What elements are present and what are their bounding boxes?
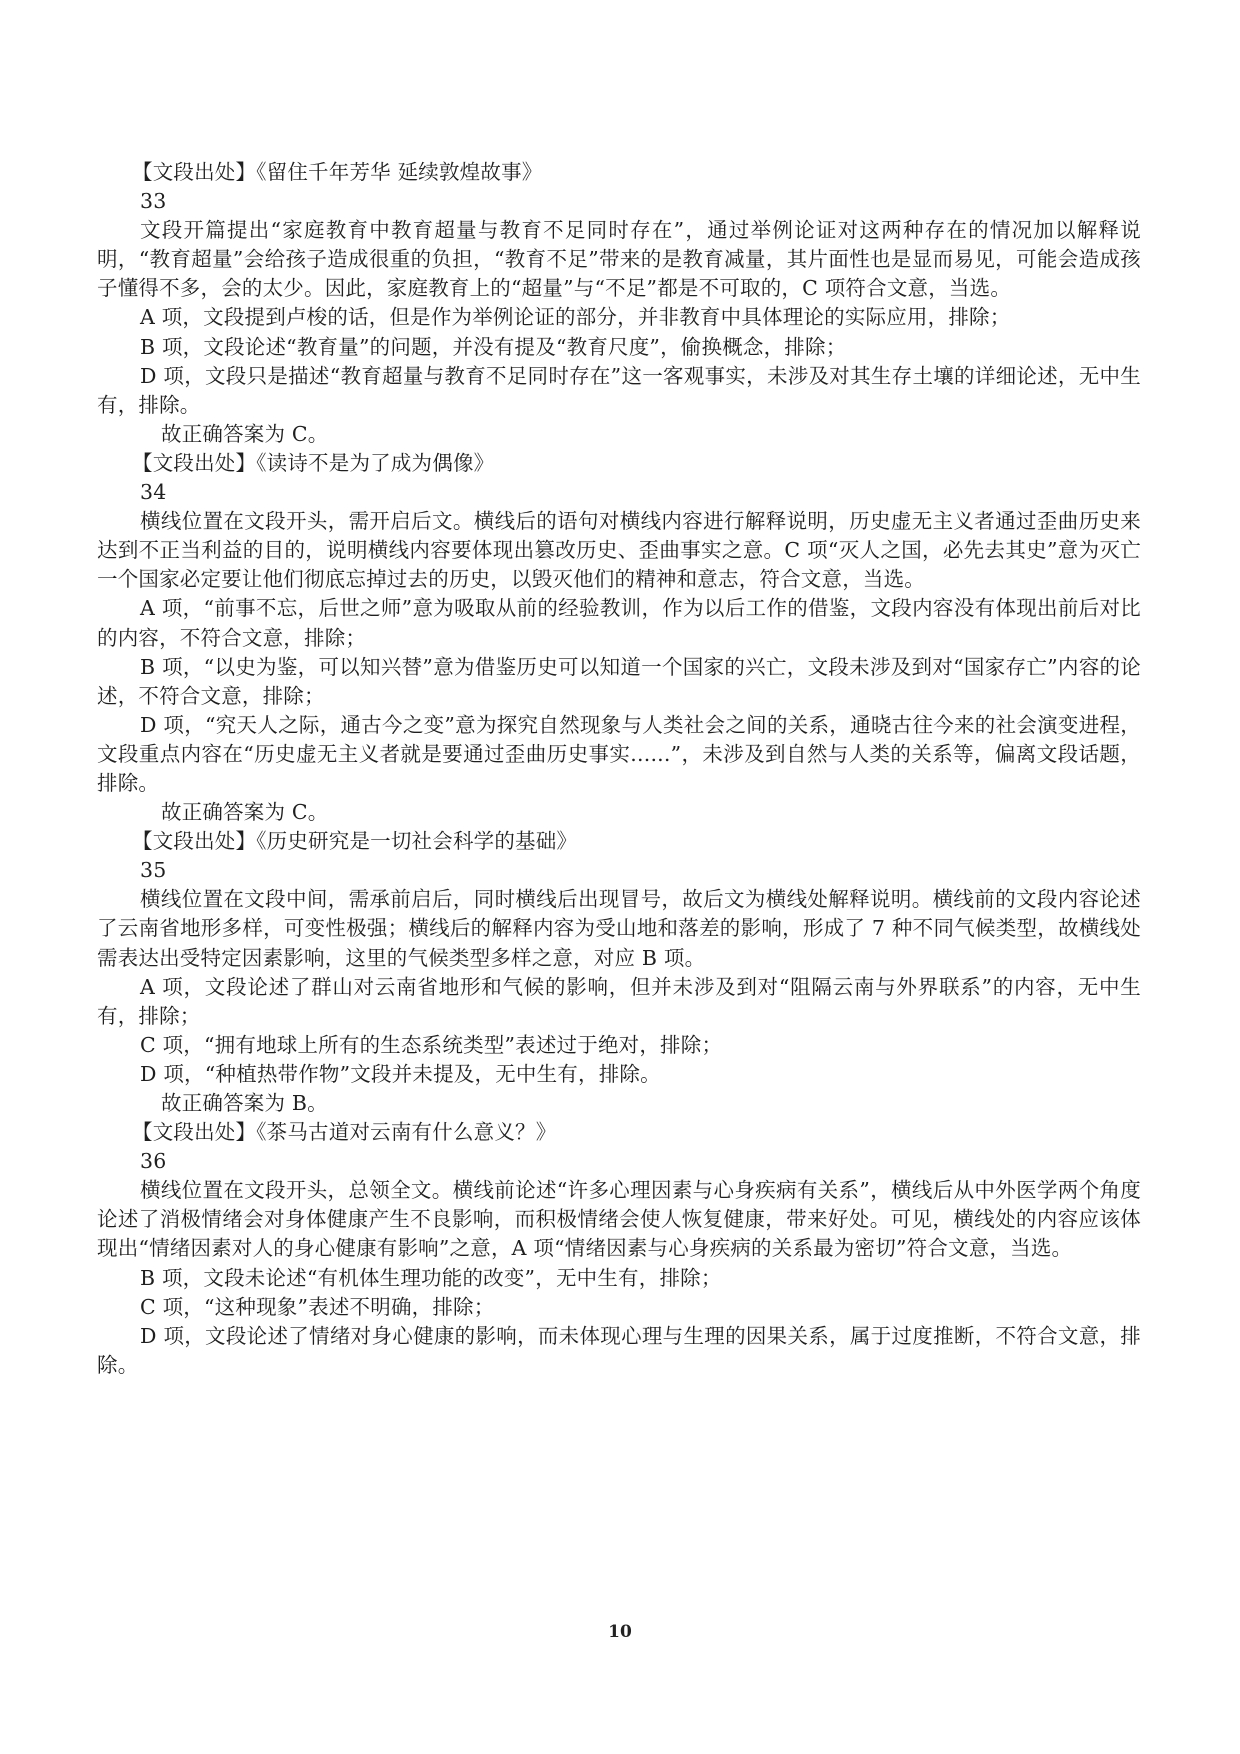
passage-source: 【文段出处】《历史研究是一切社会科学的基础》 [132,829,578,854]
question-number: 35 [140,858,167,883]
option-analysis-d: D 项，文段论述了情绪对身心健康的影响，而未体现心理与生理的因果关系，属于过度推断，不符合文意，排除。 [97,1323,1141,1377]
option-analysis-b: B 项，文段未论述“有机体生理功能的改变”，无中生有，排除； [140,1265,722,1290]
option-analysis-b: B 项，文段论述“教育量”的问题，并没有提及“教育尺度”，偷换概念，排除； [140,334,847,359]
passage-source: 【文段出处】《茶马古道对云南有什么意义？》 [132,1120,557,1145]
question-number: 36 [140,1149,167,1174]
option-analysis-c: C 项，“这种现象”表述不明确，排除； [140,1294,495,1319]
passage-source: 【文段出处】《读诗不是为了成为偶像》 [132,450,495,475]
explanation-paragraph: 横线位置在文段开头，总领全文。横线前论述“许多心理因素与心身疾病有关系”，横线后从中外医学两个角度论述了消极情绪会对身体健康产生不良影响，而积极情绪会使人恢复健康，带来好处。可见，横线处的内容应该体现出“情绪因素对人的身心健康有影响”之意，A 项“情绪因素与心身疾病的关系最为密切”符合文意，当选。 [97,1178,1141,1261]
explanation-paragraph: 横线位置在文段开头，需开启后文。横线后的语句对横线内容进行解释说明，历史虚无主义者通过歪曲历史来达到不正当利益的目的，说明横线内容要体现出篡改历史、歪曲事实之意。C 项“灭人之国，必先去其史”意为灭亡一个国家必定要让他们彻底忘掉过去的历史，以毁灭他们的精神和意志，符合文意，当选。 [97,509,1141,592]
option-analysis-d: D 项，“究天人之际，通古今之变”意为探究自然现象与人类社会之间的关系，通晓古往今来的社会演变进程，文段重点内容在“历史虚无主义者就是要通过歪曲历史事实......”，未涉及到自然与人类的关系等，偏离文段话题，排除。 [97,712,1141,795]
correct-answer: 故正确答案为 C。 [161,800,329,825]
option-analysis-b: B 项，“以史为鉴，可以知兴替”意为借鉴历史可以知道一个国家的兴亡，文段未涉及到对“国家存亡”内容的论述，不符合文意，排除； [97,654,1141,708]
option-analysis-a: A 项，文段论述了群山对云南省地形和气候的影响，但并未涉及到对“阻隔云南与外界联系”的内容，无中生有，排除； [97,974,1141,1028]
explanation-paragraph: 横线位置在文段中间，需承前启后，同时横线后出现冒号，故后文为横线处解释说明。横线前的文段内容论述了云南省地形多样，可变性极强；横线后的解释内容为受山地和落差的影响，形成了 7 种不同气候类型，故横线处需表达出受特定因素影响，这里的气候类型多样之意，对应 B 项。 [97,887,1141,970]
option-analysis-d: D 项，文段只是描述“教育超量与教育不足同时存在”这一客观事实，未涉及对其生存土壤的详细论述，无中生有，排除。 [97,363,1141,417]
explanation-paragraph: 文段开篇提出“家庭教育中教育超量与教育不足同时存在”，通过举例论证对这两种存在的情况加以解释说明，“教育超量”会给孩子造成很重的负担，“教育不足”带来的是教育减量，其片面性也是显而易见，可能会造成孩子懂得不多，会的太少。因此，家庭教育上的“超量”与“不足”都是不可取的，C 项符合文意，当选。 [97,218,1141,301]
option-analysis-c: C 项，“拥有地球上所有的生态系统类型”表述过于绝对，排除； [140,1032,723,1057]
question-number: 33 [140,189,167,214]
document-body [97,158,1141,1380]
option-analysis-a: A 项，文段提到卢梭的话，但是作为举例论证的部分，并非教育中具体理论的实际应用，排除； [140,305,1011,330]
option-analysis-d: D 项，“种植热带作物”文段并未提及，无中生有，排除。 [140,1061,661,1086]
page-number: 10 [608,1622,632,1642]
question-number: 34 [140,480,167,505]
passage-source: 【文段出处】《留住千年芳华 延续敦煌故事》 [132,160,543,184]
correct-answer: 故正确答案为 B。 [161,1091,328,1115]
option-analysis-a: A 项，“前事不忘，后世之师”意为吸取从前的经验教训，作为以后工作的借鉴，文段内容没有体现出前后对比的内容，不符合文意，排除； [97,596,1141,650]
correct-answer: 故正确答案为 C。 [161,421,329,446]
